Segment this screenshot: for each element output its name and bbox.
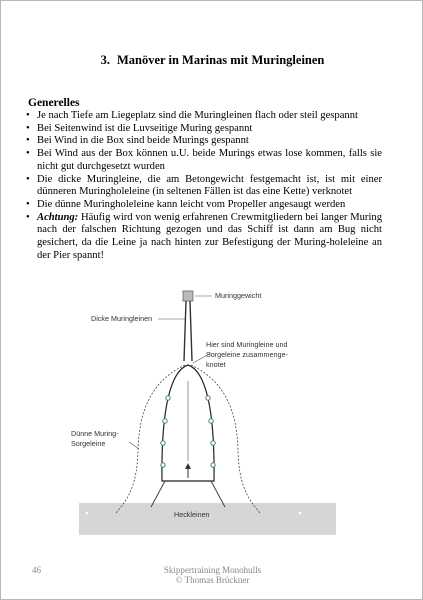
- list-item-text: Bei Wind aus der Box können u.U. beide Murings etwas lose kommen, falls sie nicht gut durchgesetzt wurden: [37, 148, 382, 172]
- pier-cleat: [86, 512, 89, 515]
- list-item-text: Je nach Tiefe am Liegeplatz sind die Muringleinen flach oder steil gespannt: [37, 110, 358, 121]
- thick-mooring-line: [184, 301, 186, 361]
- label-mooring-weight: Muringgewicht: [215, 291, 262, 300]
- list-item-text: Die dünne Muringholeleine kann leicht vom Propeller angesaugt werden: [37, 198, 346, 210]
- section-number: 3.: [100, 53, 110, 67]
- list-item-text: Die dicke Muringleine, die am Betongewicht festgemacht ist, ist mit einer dünneren Muringholeleine (in seltenen Fällen ist das eine Kette) verknotet: [37, 173, 382, 198]
- fender: [161, 441, 165, 445]
- list-item: [25, 110, 382, 123]
- fender: [166, 396, 170, 400]
- pier-cleat: [299, 512, 302, 515]
- label-knot: knotet: [206, 360, 226, 369]
- label-knot: Hier sind Muringleine und: [206, 340, 288, 349]
- list-item: [25, 174, 382, 199]
- mooring-diagram: [1, 281, 423, 551]
- warning-label: Achtung:: [37, 211, 79, 223]
- page-footer: [1, 565, 423, 585]
- mooring-weight: [183, 291, 193, 301]
- fender: [163, 419, 167, 423]
- list-item-text: Häufig wird von wenig erfahrenen Crewmitgliedern bei langer Muring nach der falschen Richtung gezogen und das Schiff ist dann am Bug nicht gesichert, da die Leine ja nach hinten zur Befestigung der Muring-holeleine an der Pier spannt!: [37, 211, 382, 261]
- list-item: [25, 199, 382, 212]
- label-thin-lines: Sorgeleine: [71, 439, 106, 448]
- list-item-text: Bei Wind in die Box sind beide Murings gespannt: [37, 135, 249, 147]
- list-item: [25, 148, 382, 173]
- fender: [209, 419, 213, 423]
- fender: [211, 463, 215, 467]
- footer-line: © Thomas Brückner: [175, 575, 250, 585]
- list-item: [25, 212, 382, 263]
- fender: [161, 463, 165, 467]
- label-knot: Sorgeleine zusammenge-: [206, 350, 288, 359]
- section-heading: Generelles: [28, 97, 80, 109]
- list-item-text: Bei Seitenwind ist die Luvseitige Muring gespannt: [37, 122, 253, 134]
- label-thick-lines: Dicke Muringleinen: [91, 314, 153, 323]
- label-stern-lines: Heckleinen: [174, 510, 210, 519]
- thick-mooring-line: [190, 301, 192, 361]
- fender: [206, 396, 210, 400]
- section-title-text: Manöver in Marinas mit Muringleinen: [116, 53, 325, 67]
- footer-line: Skippertraining Monohulls: [163, 565, 262, 575]
- pier: [79, 503, 336, 535]
- section-title: [1, 53, 423, 68]
- bullet-list: [25, 110, 382, 262]
- list-item: [25, 135, 382, 148]
- label-thin-lines: Dünne Muring-: [71, 429, 119, 438]
- leader-line: [129, 442, 139, 449]
- page-number: 46: [32, 565, 41, 575]
- list-item: [25, 123, 382, 136]
- fender: [211, 441, 215, 445]
